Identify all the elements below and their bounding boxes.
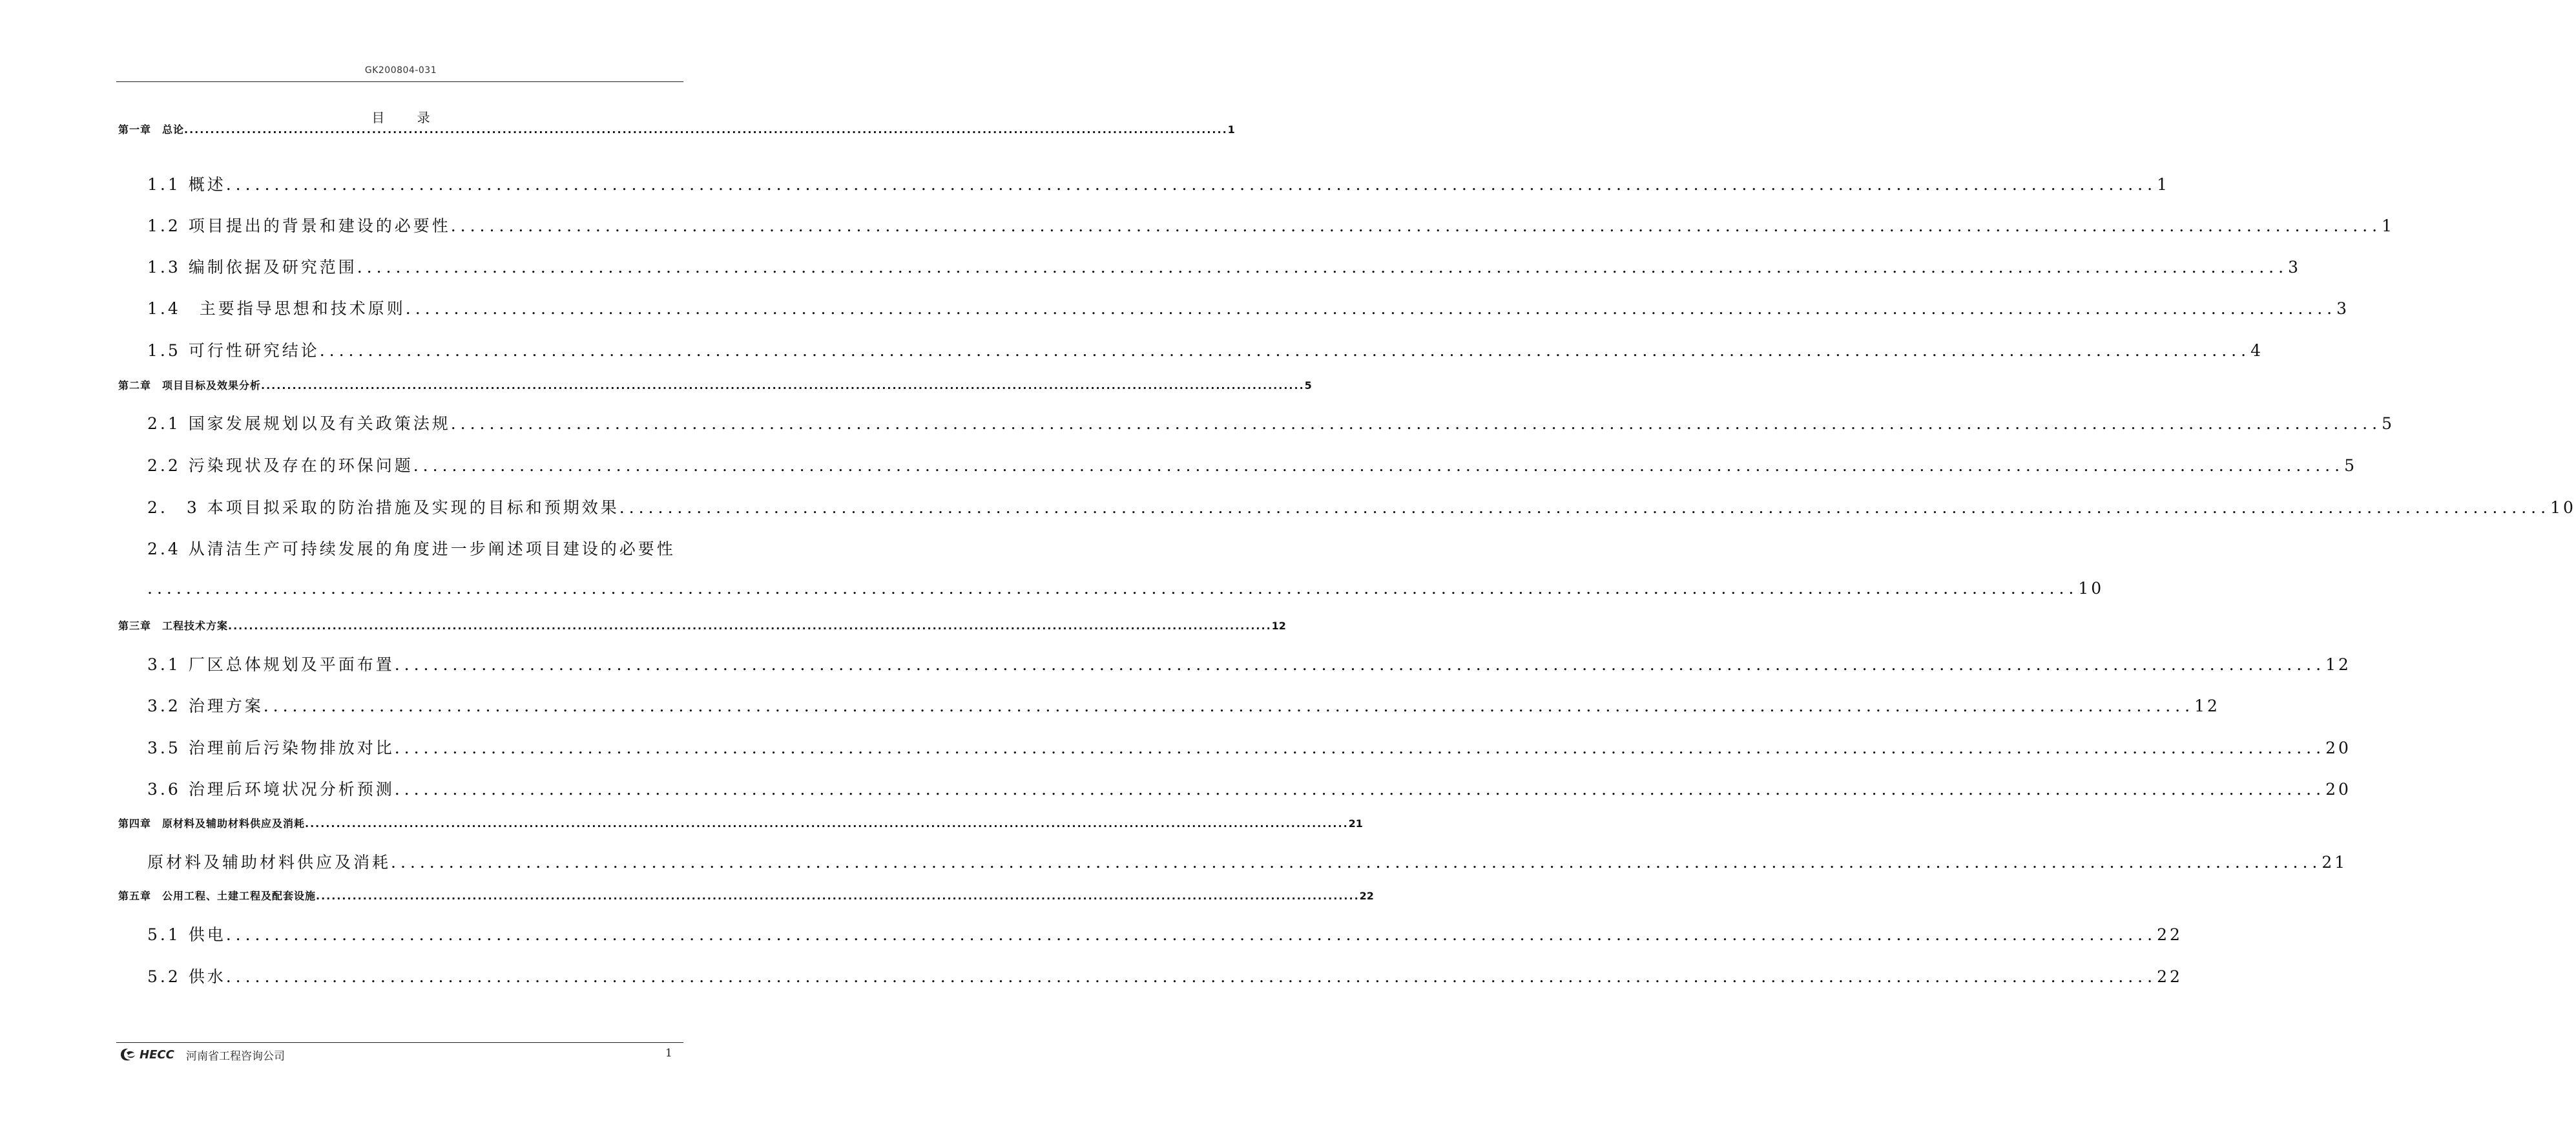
- toc-entry-page: 3: [2336, 299, 2350, 318]
- toc-entry-chapter-3[interactable]: [118, 618, 1286, 633]
- toc-entry-page: 4: [2250, 341, 2263, 360]
- toc-leader-dots: ........................................................................................................................................................................................................: [394, 655, 2326, 674]
- toc-entry-page: 12: [2194, 697, 2220, 715]
- toc-entry-1-1[interactable]: [147, 172, 2170, 195]
- toc-leader-dots: ........................................................................................................................................................................................................: [225, 925, 2157, 944]
- toc-leader-dots: ........................................................................................................................................................................................................: [147, 579, 2079, 598]
- toc-entry-page: 1: [1227, 123, 1235, 136]
- toc-entry-label: 1.4 主要指导思想和技术原则: [147, 299, 406, 318]
- toc-entry-5-2[interactable]: [147, 964, 2183, 987]
- toc-leader-dots: ........................................................................................................................................................................................................: [316, 890, 1360, 902]
- toc-entry-2-2[interactable]: [147, 453, 2357, 476]
- company-logo: [118, 1047, 174, 1062]
- toc-entry-5-1[interactable]: [147, 922, 2183, 945]
- toc-entry-label: 3.6 治理后环境状况分析预测: [147, 780, 395, 799]
- footer-page-number: 1: [665, 1047, 672, 1060]
- toc-entry-1-2[interactable]: [147, 213, 2394, 236]
- logo-text: HECC: [140, 1047, 174, 1062]
- toc-leader-dots: ........................................................................................................................................................................................................: [450, 216, 2382, 235]
- toc-entry-label: 2. 3 本项目拟采取的防治措施及实现的目标和预期效果: [147, 498, 619, 517]
- toc-entry-label: 5.2 供水: [147, 967, 226, 986]
- toc-entry-page: 21: [1348, 817, 1363, 830]
- toc-entry-page: 20: [2325, 780, 2351, 799]
- toc-entry-3-5[interactable]: [147, 735, 2351, 759]
- toc-entry-label: 原材料及辅助材料供应及消耗: [147, 853, 391, 872]
- toc-entry-label: 2.2 污染现状及存在的环保问题: [147, 456, 413, 475]
- toc-entry-page: 12: [2325, 655, 2351, 674]
- toc-leader-dots: ........................................................................................................................................................................................................: [228, 620, 1272, 632]
- footer-company-name: 河南省工程咨询公司: [186, 1050, 285, 1063]
- toc-entry-label: 第五章 公用工程、土建工程及配套设施: [118, 890, 317, 902]
- toc-entry-page: 1: [2157, 175, 2170, 194]
- hecc-logo-icon: [118, 1047, 138, 1062]
- toc-entry-label: 第三章 工程技术方案: [118, 620, 229, 632]
- toc-entry-label: 2.1 国家发展规划以及有关政策法规: [147, 414, 451, 433]
- toc-entry-3-2[interactable]: [147, 693, 2220, 717]
- toc-entry-page: 1: [2382, 216, 2394, 235]
- toc-entry-page: 22: [2157, 967, 2183, 986]
- toc-entry-chapter-5[interactable]: [118, 888, 1374, 903]
- toc-leader-dots: ........................................................................................................................................................................................................: [261, 379, 1305, 392]
- toc-leader-dots: ........................................................................................................................................................................................................: [305, 817, 1349, 830]
- toc-entry-page: 22: [2157, 925, 2183, 944]
- footer-rule: [116, 1042, 683, 1043]
- toc-entry-1-5[interactable]: [147, 338, 2263, 361]
- toc-entry-label: 1.3 编制依据及研究范围: [147, 258, 357, 277]
- toc-entry-label: 1.1 概述: [147, 175, 226, 194]
- toc-entry-page: 20: [2325, 739, 2351, 757]
- toc-entry-chapter-2[interactable]: [118, 377, 1312, 392]
- toc-leader-dots: ........................................................................................................................................................................................................: [413, 456, 2345, 475]
- toc-entry-page: 22: [1359, 890, 1374, 902]
- document-code: GK200804-031: [364, 65, 437, 76]
- toc-leader-dots: ........................................................................................................................................................................................................: [405, 299, 2337, 318]
- toc-entry-label: 5.1 供电: [147, 925, 226, 944]
- toc-leader-dots: ........................................................................................................................................................................................................: [319, 341, 2251, 360]
- toc-entry-page: 12: [1271, 620, 1286, 632]
- toc-entry-chapter-1[interactable]: [118, 121, 1235, 136]
- toc-entry-label: 1.5 可行性研究结论: [147, 341, 320, 360]
- toc-entry-1-3[interactable]: [147, 255, 2301, 278]
- toc-entry-2-1[interactable]: [147, 411, 2394, 434]
- toc-leader-dots: ........................................................................................................................................................................................................: [619, 498, 2551, 517]
- toc-entry-2-3[interactable]: [147, 495, 2576, 518]
- toc-leader-dots: ........................................................................................................................................................................................................: [225, 967, 2157, 986]
- toc-entry-label: 第四章 原材料及辅助材料供应及消耗: [118, 817, 306, 830]
- toc-leader-dots: ........................................................................................................................................................................................................: [184, 123, 1228, 136]
- toc-entry-label: 第二章 项目目标及效果分析: [118, 379, 262, 392]
- toc-entry-label: 第一章 总论: [118, 123, 185, 136]
- toc-entry-3-1[interactable]: [147, 652, 2351, 675]
- toc-leader-dots: ........................................................................................................................................................................................................: [450, 414, 2382, 433]
- toc-entry-page: 5: [2344, 456, 2357, 475]
- toc-leader-dots: ........................................................................................................................................................................................................: [394, 739, 2326, 757]
- toc-leader-dots: ........................................................................................................................................................................................................: [225, 175, 2157, 194]
- toc-entry-4-materials[interactable]: [147, 850, 2348, 873]
- toc-entry-page: 10: [2078, 579, 2104, 598]
- toc-entry-2-4-continuation[interactable]: [147, 579, 2104, 598]
- toc-entry-2-4-label[interactable]: 2.4 从清洁生产可持续发展的角度进一步阐述项目建设的必要性: [147, 540, 676, 558]
- toc-entry-label: 3.1 厂区总体规划及平面布置: [147, 655, 395, 674]
- toc-title: 目 录: [371, 110, 444, 125]
- toc-entry-label: 3.5 治理前后污染物排放对比: [147, 739, 395, 757]
- toc-leader-dots: ........................................................................................................................................................................................................: [263, 697, 2195, 715]
- toc-leader-dots: ........................................................................................................................................................................................................: [394, 780, 2326, 799]
- toc-leader-dots: ........................................................................................................................................................................................................: [357, 258, 2289, 277]
- toc-entry-page: 5: [1304, 379, 1312, 392]
- header-rule: [116, 81, 683, 82]
- toc-entry-page: 5: [2382, 414, 2394, 433]
- toc-entry-label: 3.2 治理方案: [147, 697, 264, 715]
- toc-entry-page: 3: [2288, 258, 2301, 277]
- toc-entry-page: 21: [2322, 853, 2348, 872]
- toc-leader-dots: ........................................................................................................................................................................................................: [391, 853, 2322, 872]
- toc-entry-page: 10: [2550, 498, 2576, 517]
- toc-entry-3-6[interactable]: [147, 777, 2351, 800]
- toc-entry-label: 1.2 项目提出的背景和建设的必要性: [147, 216, 451, 235]
- toc-entry-1-4[interactable]: [147, 296, 2350, 319]
- toc-entry-chapter-4[interactable]: [118, 815, 1363, 830]
